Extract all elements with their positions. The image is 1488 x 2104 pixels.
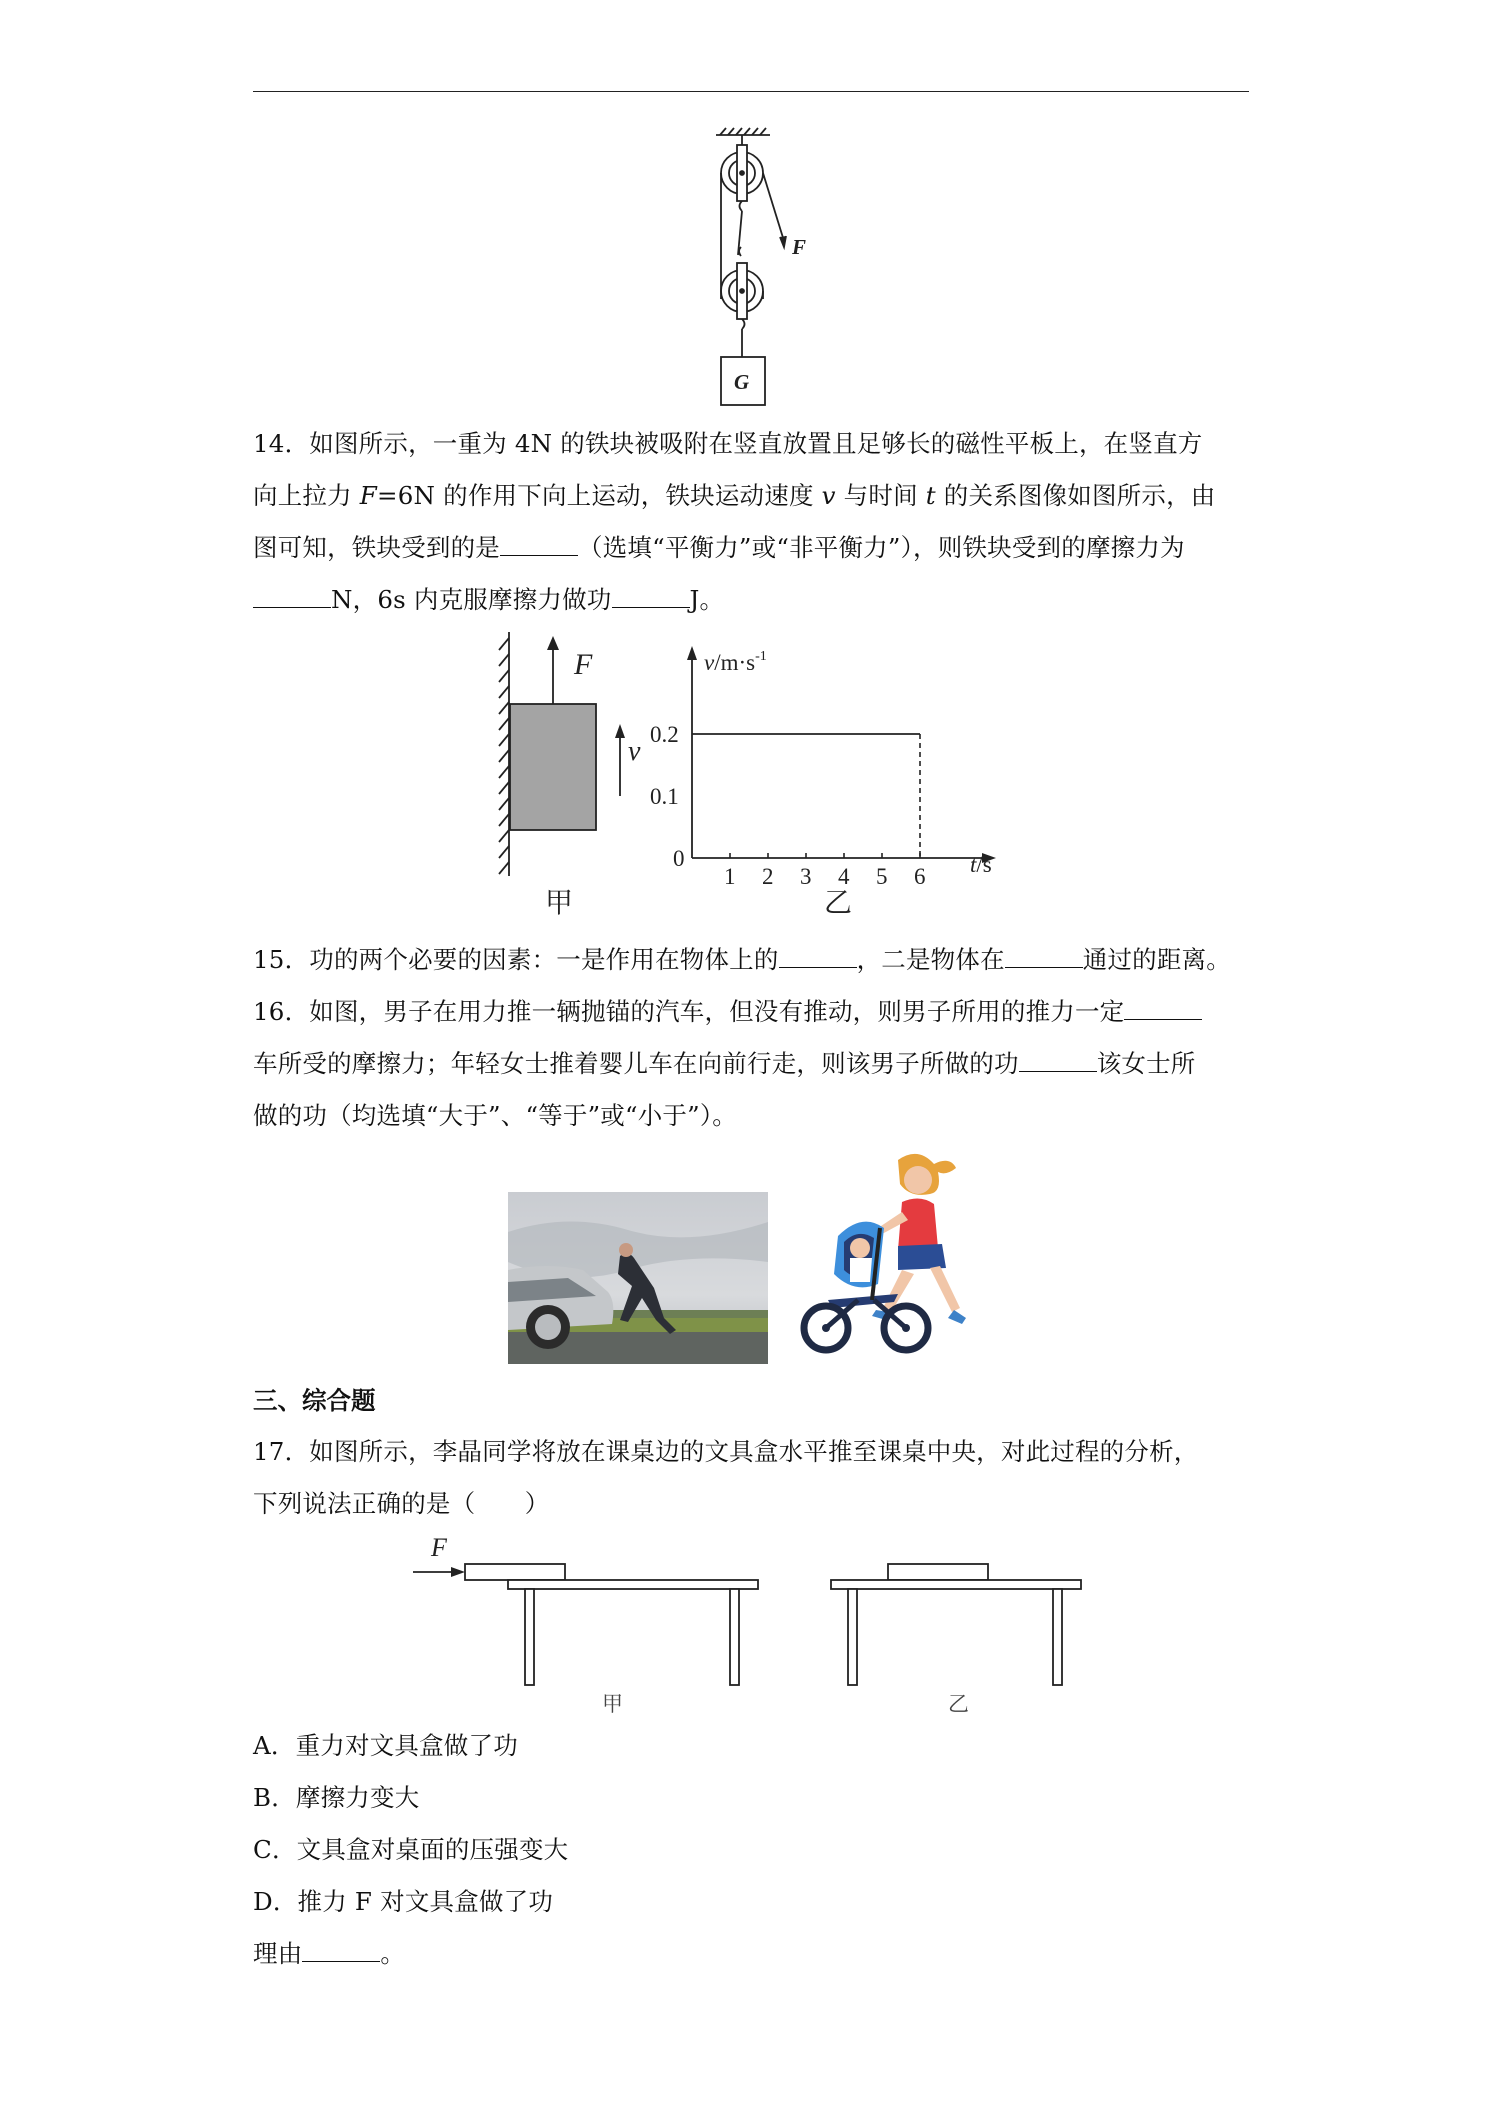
pulley-force-label: F [792,235,807,259]
q17-line1: 17．如图所示，李晶同学将放在课桌边的文具盒水平推至课桌中央，对此过程的分析， [253,1437,1199,1466]
option-c[interactable]: C．文具盒对桌面的压强变大 [253,1835,569,1864]
answer-blank[interactable] [779,945,857,968]
figure-caption-jia: 甲 [602,1692,623,1716]
desk-figure [395,1530,1095,1720]
q14-line4: N，6s 内克服摩擦力做功 J。 [253,574,1253,626]
q14-line2: 向上拉力 F=6N 的作用下向上运动，铁块运动速度 v 与时间 t 的关系图像如图所示，由 [253,481,1216,510]
answer-blank[interactable] [1005,945,1083,968]
x-tick-label: 5 [876,864,888,889]
q17-reason-line: 理由 。 [253,1939,406,1968]
chart-ylabel: $v/m\cdot s^{-1}$ [704,649,767,675]
x-tick-label: 6 [914,864,926,889]
x-tick-label: 1 [724,864,736,889]
figure-caption-jia: 甲 [545,886,574,919]
section-heading: 三、综合题 [253,1386,376,1415]
q15-line: 15．功的两个必要的因素：一是作用在物体上的 ，二是物体在 通过的距离。 [253,945,1231,974]
q14-line3: 图可知，铁块受到的是 （选填“平衡力”或“非平衡力”），则铁块受到的摩擦力为 [253,533,1185,562]
answer-blank[interactable] [253,585,331,608]
answer-blank[interactable] [500,533,578,556]
figure-caption-yi: 乙 [824,886,853,919]
desk-force-label: F [431,1533,447,1562]
x-tick-label: 4 [838,864,850,889]
man-pushing-car-photo [508,1192,768,1364]
chart-xlabel: t/s [970,852,992,877]
x-tick-label: 3 [800,864,812,889]
velocity-time-chart [650,640,1005,925]
x-tick-label: 2 [762,864,774,889]
option-d[interactable]: D．推力 F 对文具盒做了功 [253,1887,554,1916]
answer-blank[interactable] [302,1939,380,1962]
option-b[interactable]: B．摩擦力变大 [253,1783,420,1812]
header-rule [253,91,1249,92]
option-a[interactable]: A．重力对文具盒做了功 [253,1731,518,1760]
block-force-label: F [574,648,593,681]
pulley-figure [700,125,830,415]
q16-line3: 做的功（均选填“大于”、“等于”或“小于”）。 [253,1101,737,1130]
iron-block [510,704,596,830]
figure-caption-yi: 乙 [948,1692,969,1716]
q14-line1: 14．如图所示，一重为 4N 的铁块被吸附在竖直放置且足够长的磁性平板上，在竖直方 [253,429,1203,458]
block-velocity-label: v [628,736,641,767]
woman-pushing-stroller-illustration [798,1150,998,1365]
y-tick-label: 0.1 [650,784,679,809]
y-tick-label: 0.2 [650,722,679,747]
answer-blank[interactable] [612,585,690,608]
q16-line2: 车所受的摩擦力；年轻女士推着婴儿车在向前行走，则该男子所做的功 该女士所 [253,1049,1196,1078]
q16-line1: 16．如图，男子在用力推一辆抛锚的汽车，但没有推动，则男子所用的推力一定 [253,986,1253,1038]
pulley-weight-label: G [734,370,750,394]
answer-blank[interactable] [1019,1049,1097,1072]
answer-blank[interactable] [1124,997,1202,1020]
chart-origin-label: 0 [673,846,685,871]
q17-line2: 下列说法正确的是（ ） [253,1489,550,1518]
